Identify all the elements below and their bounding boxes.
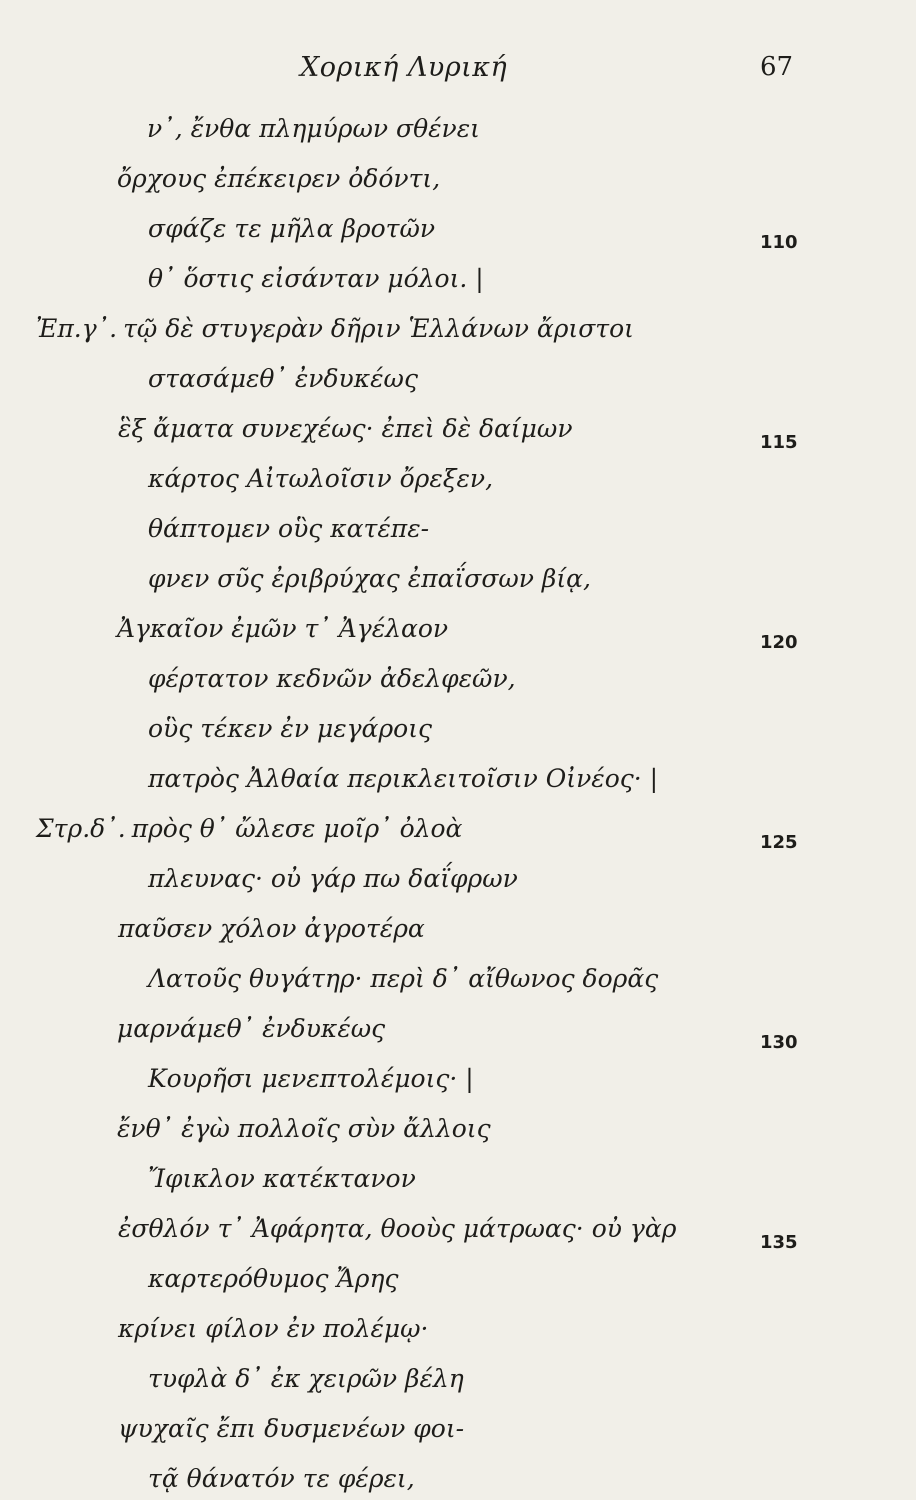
verse-line: μαρνάμεθ᾽ ἐνδυκέως (117, 1014, 386, 1043)
verse-line: ὄρχους ἐπέκειρεν ὀδόντι, (117, 164, 441, 193)
verse-line: Στρ.δ᾽. πρὸς θ᾽ ὤλεσε μοῖρ᾽ ὀλοὰ (36, 814, 463, 843)
verse-line: κάρτος Αἰτωλοῖσιν ὄρεξεν, (148, 464, 494, 493)
verse-line: τυφλὰ δ᾽ ἐκ χειρῶν βέλη (148, 1364, 464, 1393)
verse-line: θ᾽ ὅστις εἰσάνταν μόλοι. | (148, 264, 484, 293)
verse-line: ἓξ ἄματα συνεχέως· ἐπεὶ δὲ δαίμων (118, 414, 573, 443)
line-number: 135 (760, 1232, 798, 1253)
verse-line: πατρὸς Ἀλθαία περικλειτοῖσιν Οἰνέος· | (148, 764, 659, 793)
verse-line: θάπτομεν οὓς κατέπε- (148, 514, 430, 543)
verse-line: Ἐπ.γ᾽. τῷ δὲ στυγερὰν δῆριν Ἑλλάνων ἄριστοι (36, 314, 634, 343)
verse-line: ἐσθλόν τ᾽ Ἀφάρητα, θοοὺς μάτρωας· οὐ γὰρ (118, 1214, 677, 1243)
verse-line: Ἴφικλον κατέκτανον (148, 1164, 416, 1193)
verse-line: καρτερόθυμος Ἄρης (148, 1264, 399, 1293)
verse-line: πλευνας· οὐ γάρ πω δαΐφρων (148, 864, 518, 893)
line-number: 120 (760, 632, 798, 653)
verse-line: οὓς τέκεν ἐν μεγάροις (148, 714, 432, 743)
verse-line: ν᾽, ἔνθα πλημύρων σθένει (147, 114, 480, 143)
verse-line: Κουρῆσι μενεπτολέμοις· | (148, 1064, 474, 1093)
verse-line: ἔνθ᾽ ἐγὼ πολλοῖς σὺν ἄλλοις (117, 1114, 491, 1143)
verse-line: Λατοῦς θυγάτηρ· περὶ δ᾽ αἴθωνος δορᾶς (148, 964, 659, 993)
verse-line: σφάζε τε μῆλα βροτῶν (148, 214, 436, 243)
verse-line: στασάμεθ᾽ ἐνδυκέως (148, 364, 418, 393)
verse-line: φέρτατον κεδνῶν ἀδελφεῶν, (148, 664, 516, 693)
verse-line: τᾷ θάνατόν τε φέρει, (148, 1464, 415, 1493)
verse-line: παῦσεν χόλον ἀγροτέρα (118, 914, 425, 943)
verse-line: φνεν σῦς ἐριβρύχας ἐπαΐσσων βίᾳ, (148, 564, 591, 593)
strophe-label: Στρ.δ᾽. (36, 814, 126, 843)
page-number: 67 (760, 52, 794, 82)
strophe-label: Ἐπ.γ᾽. (36, 314, 118, 343)
verse-line: ψυχαῖς ἔπι δυσμενέων φοι- (118, 1414, 465, 1443)
line-number: 130 (760, 1032, 798, 1053)
verse-line: κρίνει φίλον ἐν πολέμῳ· (118, 1314, 429, 1343)
verse-line: Ἀγκαῖον ἐμῶν τ᾽ Ἀγέλαον (117, 614, 449, 643)
line-number: 115 (760, 432, 798, 453)
line-number: 125 (760, 832, 798, 853)
line-number: 110 (760, 232, 798, 253)
running-title: Χορική Λυρική (300, 52, 508, 83)
